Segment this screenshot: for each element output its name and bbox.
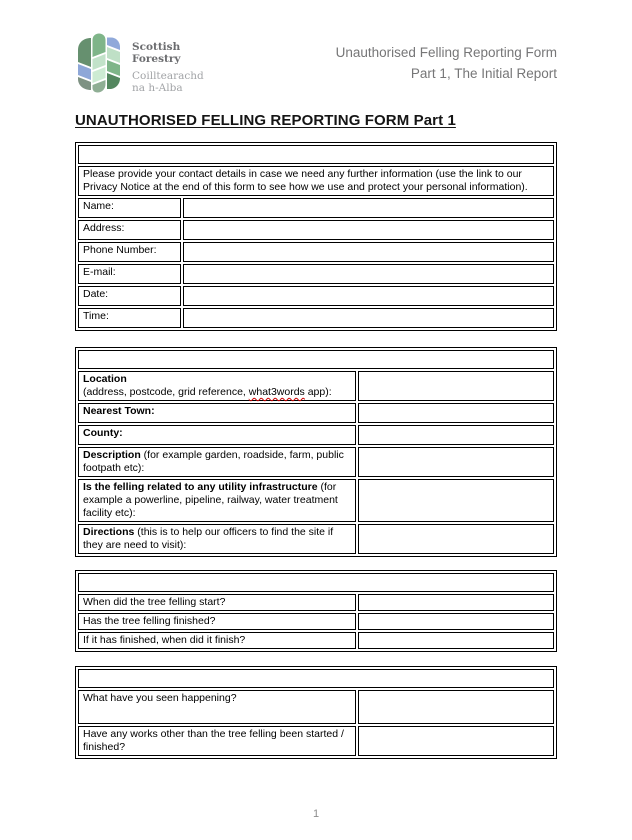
table-row [78, 371, 554, 401]
seen-happening-label-cell: What have you seen happening? [78, 690, 356, 724]
table-row [78, 350, 554, 369]
doc-header-title-line2: Part 1, The Initial Report [410, 66, 557, 81]
what-happening-table [75, 666, 557, 759]
table-row [78, 403, 554, 423]
felling-finished-input-cell[interactable] [358, 613, 554, 630]
table-row [78, 726, 554, 756]
table-row [78, 220, 554, 240]
email-input-cell[interactable] [183, 264, 554, 284]
table-row [78, 166, 554, 196]
when-happened-table [75, 570, 557, 652]
name-input-cell[interactable] [183, 198, 554, 218]
location-label-cell [78, 371, 356, 401]
utility-infrastructure-input-cell[interactable] [358, 479, 554, 522]
other-works-label-cell: Have any works other than the tree felling been started / finished? [78, 726, 356, 756]
utility-infrastructure-label-cell: Is the felling related to any utility infrastructure (for example a powerline, pipeline, railway, water treatment facility etc): [78, 479, 356, 522]
brand-block [75, 30, 204, 94]
section-title-when-happened: When did it happen? [78, 573, 554, 592]
time-input-cell[interactable] [183, 308, 554, 328]
phone-number-label-cell: Phone Number: [78, 242, 181, 262]
nearest-town-label-cell: Nearest Town: [78, 403, 356, 423]
address-input-cell[interactable] [183, 220, 554, 240]
scottish-forestry-leaf-logo-icon [75, 33, 123, 93]
doc-header-title [336, 30, 557, 84]
seen-happening-input-cell[interactable] [358, 690, 554, 724]
table-row [78, 242, 554, 262]
other-works-input-cell[interactable] [358, 726, 554, 756]
county-input-cell[interactable] [358, 425, 554, 445]
table-row [78, 594, 554, 611]
date-input-cell[interactable] [183, 286, 554, 306]
address-label-cell: Address: [78, 220, 181, 240]
table-row [78, 524, 554, 554]
felling-start-input-cell[interactable] [358, 594, 554, 611]
date-label-cell: Date: [78, 286, 181, 306]
nearest-town-input-cell[interactable] [358, 403, 554, 423]
felling-finished-label-cell: Has the tree felling finished? [78, 613, 356, 630]
table-row [78, 308, 554, 328]
table-row [78, 690, 554, 724]
table-row [78, 145, 554, 164]
table-row [78, 425, 554, 445]
misspelled-word: what3words [248, 386, 305, 398]
doc-header-title-line1: Unauthorised Felling Reporting Form [335, 45, 557, 60]
table-row [78, 479, 554, 522]
table-row [78, 613, 554, 630]
name-label-cell: Name: [78, 198, 181, 218]
location-hint: (address, postcode, grid reference, what3words app): [83, 386, 332, 398]
section-title-your-details: Your Details [78, 145, 554, 164]
doc-header [75, 30, 557, 96]
location-label: Location [83, 373, 127, 385]
time-label-cell: Time: [78, 308, 181, 328]
section-title-what-happening: What is happening or has happened? [78, 669, 554, 688]
location-input-cell[interactable] [358, 371, 554, 401]
description-input-cell[interactable] [358, 447, 554, 477]
table-row [78, 447, 554, 477]
phone-number-input-cell[interactable] [183, 242, 554, 262]
table-row [78, 573, 554, 592]
section-title-felling-place: Where is the felling taking place? [78, 350, 554, 369]
email-label-cell: E-mail: [78, 264, 181, 284]
county-label-cell: County: [78, 425, 356, 445]
brand-gaelic-name: Coilltearachd na h-Alba [132, 70, 204, 94]
table-row [78, 198, 554, 218]
finish-date-input-cell[interactable] [358, 632, 554, 649]
finish-date-label-cell: If it has finished, when did it finish? [78, 632, 356, 649]
description-label-cell: Description (for example garden, roadside, farm, public footpath etc): [78, 447, 356, 477]
table-row [78, 286, 554, 306]
page-title: UNAUTHORISED FELLING REPORTING FORM Part 1 [75, 112, 456, 129]
felling-place-table [75, 347, 557, 557]
table-row [78, 264, 554, 284]
directions-input-cell[interactable] [358, 524, 554, 554]
felling-start-label-cell: When did the tree felling start? [78, 594, 356, 611]
brand-text [132, 30, 204, 94]
your-details-table [75, 142, 557, 331]
directions-label-cell: Directions (this is to help our officers to find the site if they are need to visit): [78, 524, 356, 554]
brand-name: Scottish Forestry [132, 41, 181, 65]
table-row [78, 632, 554, 649]
table-row [78, 669, 554, 688]
page-number: 1 [312, 808, 320, 820]
your-details-intro: Please provide your contact details in case we need any further information (use the link to our Privacy Notice at the end of this form to see how we use and protect your personal information). [78, 166, 554, 196]
